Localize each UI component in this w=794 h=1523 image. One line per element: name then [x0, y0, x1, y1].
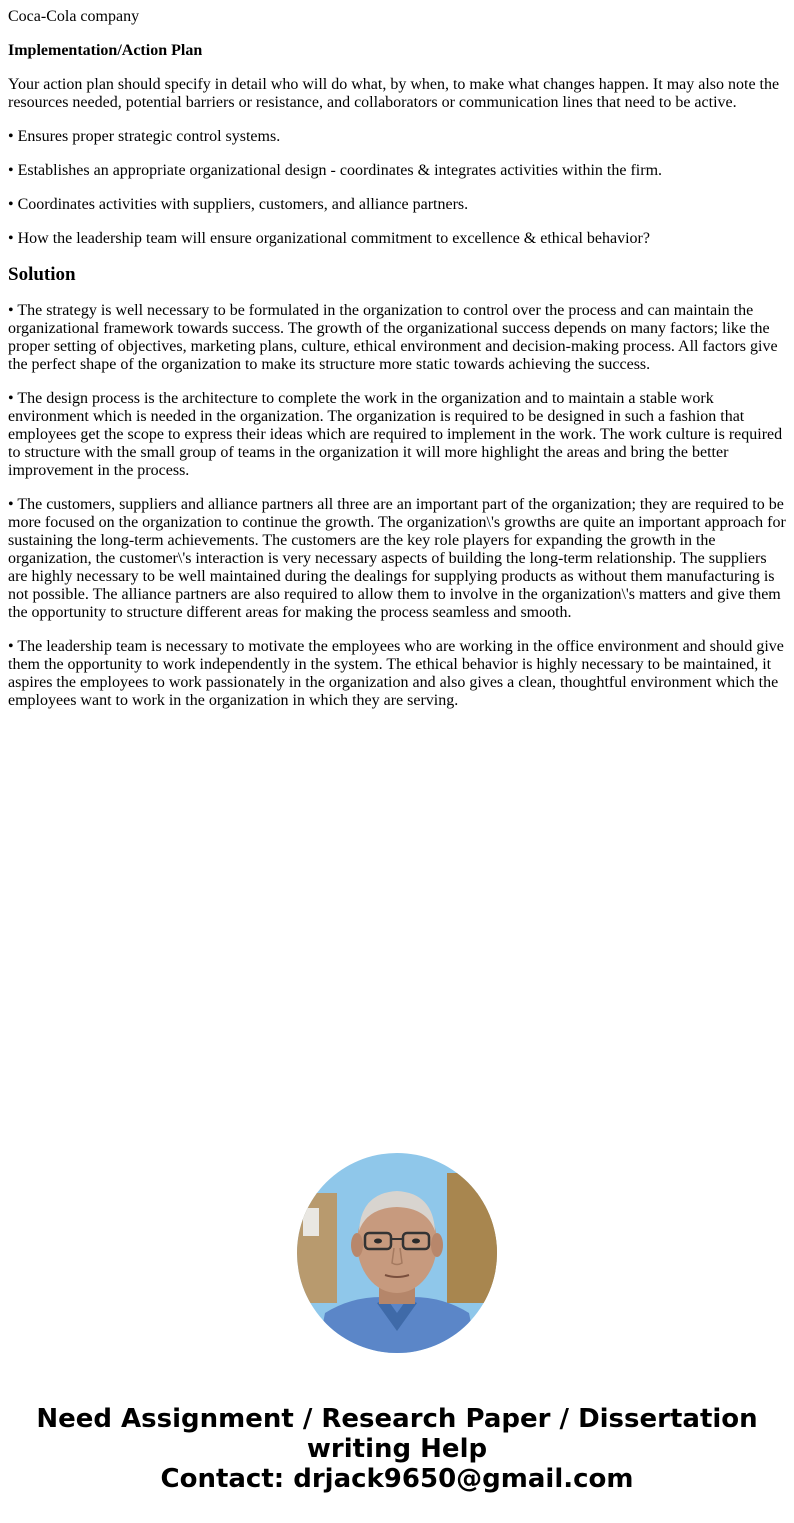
bullet-item: • Coordinates activities with suppliers, customers, and alliance partners.	[8, 196, 469, 213]
solution-paragraph: • The leadership team is necessary to motivate the employees who are working in the office environment and should give them the opportunity to work independently in the system. The ethical behavior is highly necessary to be maintained, it aspires the employees to work passionately in the organization and also gives a clean, thoughtful environment which the employees want to work in the organization in which they are serving.	[8, 638, 784, 709]
solution-paragraph: • The strategy is well necessary to be formulated in the organization to control over the process and can maintain the organizational framework towards success. The growth of the organizational success depends on many factors; like the proper setting of objectives, marketing plans, culture, ethical environment and decision-making process. All factors give the perfect shape of the organization to make its structure more static towards achieving the success.	[8, 302, 778, 373]
contact-email: Contact: drjack9650@gmail.com	[160, 1464, 634, 1494]
bullet-item: • Ensures proper strategic control systems.	[8, 128, 281, 145]
solution-paragraph: • The customers, suppliers and alliance partners all three are an important part of the organization; they are required to be more focused on the organization to continue the growth. The organization\'s growths are quite an important approach for sustaining the long-term achievements. The customers are the key role players for expanding the growth in the organization, the customer\'s interaction is very necessary aspects of building the long-term relationship. The suppliers are highly necessary to be well maintained during the dealings for supplying products as without them manufacturing is not possible. The alliance partners are also required to allow them to involve in the organization\'s matters and give them the opportunity to structure different areas for making the process seamless and smooth.	[8, 496, 786, 621]
promo-line: Need Assignment / Research Paper / Dissertation writing Help	[36, 1404, 758, 1464]
promo-footer	[0, 1404, 794, 1494]
document-body	[8, 8, 786, 726]
company-name: Coca-Cola company	[8, 8, 140, 25]
solution-paragraph: • The design process is the architecture to complete the work in the organization and to maintain a stable work environment which is needed in the organization. The organization is required to be designed in such a fashion that employees get the scope to express their ideas which are required to implement in the work. The work culture is required to structure with the small group of teams in the organization it will more highlight the areas and bring the better improvement in the process.	[8, 390, 783, 479]
portrait-image	[297, 1153, 497, 1353]
intro-paragraph: Your action plan should specify in detail who will do what, by when, to make what changes happen. It may also note the resources needed, potential barriers or resistance, and collaborators or communication lines that need to be active.	[8, 76, 780, 111]
bullet-item: • Establishes an appropriate organizational design - coordinates & integrates activities within the firm.	[8, 162, 663, 179]
bullet-item: • How the leadership team will ensure organizational commitment to excellence & ethical behavior?	[8, 230, 650, 247]
section-heading: Implementation/Action Plan	[8, 42, 203, 59]
author-avatar	[297, 1153, 497, 1353]
solution-title: Solution	[8, 264, 76, 285]
